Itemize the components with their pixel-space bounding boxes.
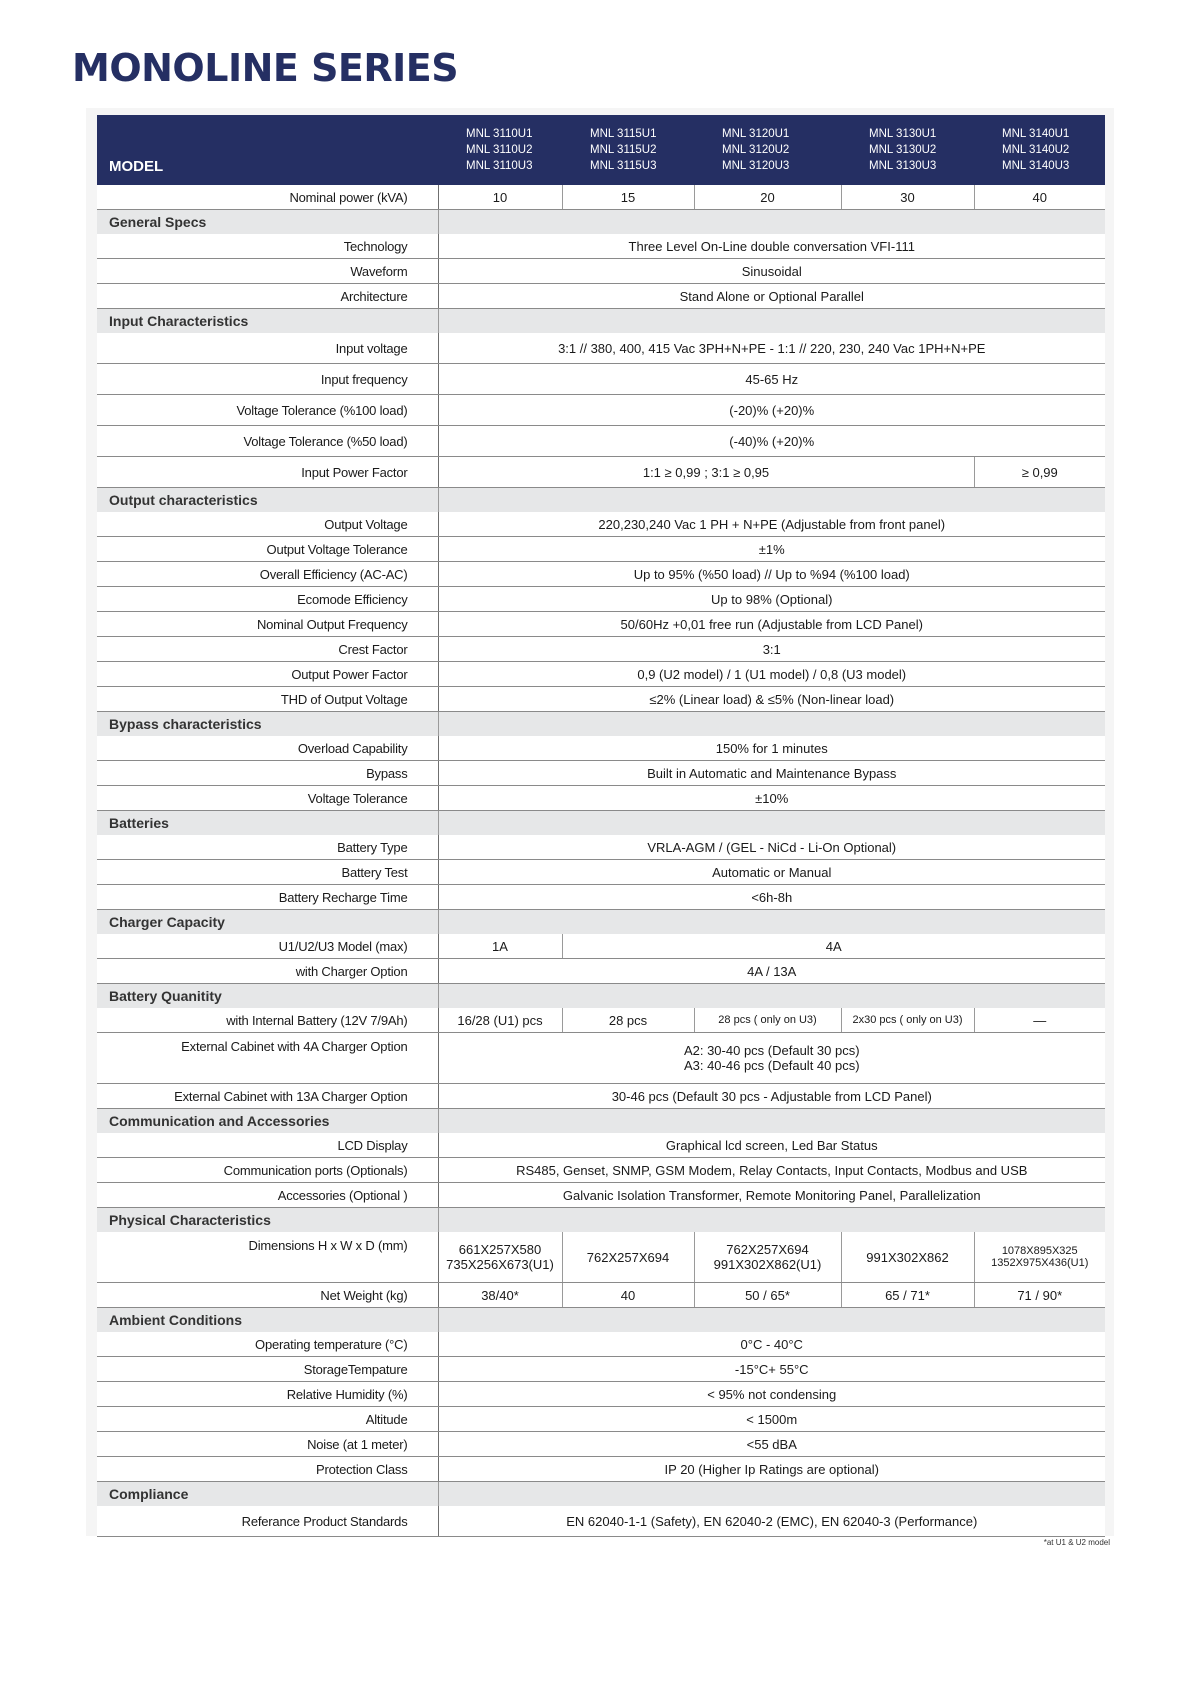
- table-row: [97, 562, 1105, 587]
- table-row: [97, 364, 1105, 395]
- row-label: Battery Recharge Time: [97, 885, 438, 910]
- cell-value: 0,9 (U2 model) / 1 (U1 model) / 0,8 (U3 model): [438, 662, 1105, 687]
- cell-value: 20: [694, 185, 841, 210]
- table-row: [97, 637, 1105, 662]
- model-column-5: MNL 3140U1 MNL 3140U2 MNL 3140U3: [974, 115, 1105, 185]
- cell-value: 991X302X862: [841, 1232, 974, 1283]
- table-row: [97, 1357, 1105, 1382]
- section-heading-row: [97, 910, 1105, 935]
- table-row: [97, 835, 1105, 860]
- section-heading-row: [97, 712, 1105, 737]
- table-row: [97, 537, 1105, 562]
- model-column-1: MNL 3110U1 MNL 3110U2 MNL 3110U3: [438, 115, 562, 185]
- row-label: with Internal Battery (12V 7/9Ah): [97, 1008, 438, 1033]
- cell-value: Sinusoidal: [438, 259, 1105, 284]
- cell-value: 3:1 // 380, 400, 415 Vac 3PH+N+PE - 1:1 // 220, 230, 240 Vac 1PH+N+PE: [438, 333, 1105, 364]
- row-label: Operating temperature (°C): [97, 1332, 438, 1357]
- model-label: MODEL: [97, 115, 438, 185]
- cell-value: -15°C+ 55°C: [438, 1357, 1105, 1382]
- cell-value: 28 pcs ( only on U3): [694, 1008, 841, 1033]
- cell-value: (-20)% (+20)%: [438, 395, 1105, 426]
- section-heading: General Specs: [97, 210, 438, 235]
- row-label: Output Power Factor: [97, 662, 438, 687]
- cell-value: 65 / 71*: [841, 1283, 974, 1308]
- table-row: [97, 885, 1105, 910]
- row-label: U1/U2/U3 Model (max): [97, 934, 438, 959]
- cell-value: 4A / 13A: [438, 959, 1105, 984]
- row-label: Ecomode Efficiency: [97, 587, 438, 612]
- table-row: [97, 662, 1105, 687]
- table-row: [97, 1232, 1105, 1283]
- cell-value: Three Level On-Line double conversation VFI-111: [438, 234, 1105, 259]
- row-label: Net Weight (kg): [97, 1283, 438, 1308]
- row-label: External Cabinet with 13A Charger Option: [97, 1084, 438, 1109]
- table-row: [97, 1407, 1105, 1432]
- cell-value: 50 / 65*: [694, 1283, 841, 1308]
- row-label: Battery Test: [97, 860, 438, 885]
- cell-value: <55 dBA: [438, 1432, 1105, 1457]
- row-label: Overload Capability: [97, 736, 438, 761]
- model-header-row: [97, 115, 1105, 185]
- cell-value: Built in Automatic and Maintenance Bypass: [438, 761, 1105, 786]
- row-label: Referance Product Standards: [97, 1506, 438, 1537]
- section-heading: Compliance: [97, 1482, 438, 1507]
- cell-value: 661X257X580 735X256X673(U1): [438, 1232, 562, 1283]
- table-row: [97, 1008, 1105, 1033]
- row-label: Nominal power (kVA): [97, 185, 438, 210]
- cell-value: 40: [974, 185, 1105, 210]
- table-row: [97, 1432, 1105, 1457]
- cell-value: 762X257X694 991X302X862(U1): [694, 1232, 841, 1283]
- row-label: Altitude: [97, 1407, 438, 1432]
- cell-value: 0°C - 40°C: [438, 1332, 1105, 1357]
- cell-value: ±10%: [438, 786, 1105, 811]
- cell-value: 10: [438, 185, 562, 210]
- cell-value: Up to 95% (%50 load) // Up to %94 (%100 load): [438, 562, 1105, 587]
- section-heading: Input Characteristics: [97, 309, 438, 334]
- row-label: Input Power Factor: [97, 457, 438, 488]
- table-row: [97, 934, 1105, 959]
- table-row: [97, 333, 1105, 364]
- cell-value: 30: [841, 185, 974, 210]
- section-heading: Communication and Accessories: [97, 1109, 438, 1134]
- table-row: [97, 612, 1105, 637]
- row-label: Technology: [97, 234, 438, 259]
- cell-value: 1A: [438, 934, 562, 959]
- section-heading-row: [97, 488, 1105, 513]
- cell-value: 28 pcs: [562, 1008, 694, 1033]
- cell-value: 40: [562, 1283, 694, 1308]
- cell-value: 50/60Hz +0,01 free run (Adjustable from LCD Panel): [438, 612, 1105, 637]
- cell-value: —: [974, 1008, 1105, 1033]
- table-row: [97, 1158, 1105, 1183]
- table-row: [97, 457, 1105, 488]
- section-heading: Battery Quanitity: [97, 984, 438, 1009]
- section-heading-row: [97, 1109, 1105, 1134]
- table-row: [97, 1332, 1105, 1357]
- table-row: [97, 259, 1105, 284]
- cell-value: 2x30 pcs ( only on U3): [841, 1008, 974, 1033]
- row-label: StorageTempature: [97, 1357, 438, 1382]
- table-row: [97, 959, 1105, 984]
- table-row: [97, 786, 1105, 811]
- cell-value: 1:1 ≥ 0,99 ; 3:1 ≥ 0,95: [438, 457, 974, 488]
- table-row: [97, 1033, 1105, 1084]
- cell-value: Galvanic Isolation Transformer, Remote Monitoring Panel, Parallelization: [438, 1183, 1105, 1208]
- section-heading: Bypass characteristics: [97, 712, 438, 737]
- table-row: [97, 185, 1105, 210]
- row-label: Accessories (Optional ): [97, 1183, 438, 1208]
- cell-value: EN 62040-1-1 (Safety), EN 62040-2 (EMC), EN 62040-3 (Performance): [438, 1506, 1105, 1537]
- cell-value: ≤2% (Linear load) & ≤5% (Non-linear load): [438, 687, 1105, 712]
- section-heading: Output characteristics: [97, 488, 438, 513]
- cell-value: Graphical lcd screen, Led Bar Status: [438, 1133, 1105, 1158]
- cell-value: <6h-8h: [438, 885, 1105, 910]
- cell-value: Up to 98% (Optional): [438, 587, 1105, 612]
- section-heading-row: [97, 1482, 1105, 1507]
- table-row: [97, 1084, 1105, 1109]
- section-heading: Batteries: [97, 811, 438, 836]
- table-row: [97, 1133, 1105, 1158]
- row-label: Communication ports (Optionals): [97, 1158, 438, 1183]
- row-label: with Charger Option: [97, 959, 438, 984]
- row-label: Bypass: [97, 761, 438, 786]
- row-label: Relative Humidity (%): [97, 1382, 438, 1407]
- cell-value: VRLA-AGM / (GEL - NiCd - Li-On Optional): [438, 835, 1105, 860]
- row-label: Nominal Output Frequency: [97, 612, 438, 637]
- row-label: Voltage Tolerance (%50 load): [97, 426, 438, 457]
- table-row: [97, 1283, 1105, 1308]
- section-heading: Charger Capacity: [97, 910, 438, 935]
- table-row: [97, 860, 1105, 885]
- cell-value: ±1%: [438, 537, 1105, 562]
- cell-value: 15: [562, 185, 694, 210]
- cell-value: Automatic or Manual: [438, 860, 1105, 885]
- cell-value: 71 / 90*: [974, 1283, 1105, 1308]
- row-label: Protection Class: [97, 1457, 438, 1482]
- row-label: Dimensions H x W x D (mm): [97, 1232, 438, 1283]
- row-label: Voltage Tolerance: [97, 786, 438, 811]
- spec-table: [97, 115, 1105, 1537]
- cell-value: 4A: [562, 934, 1105, 959]
- cell-value: 30-46 pcs (Default 30 pcs - Adjustable from LCD Panel): [438, 1084, 1105, 1109]
- cell-value: < 1500m: [438, 1407, 1105, 1432]
- cell-value: 16/28 (U1) pcs: [438, 1008, 562, 1033]
- table-row: [97, 234, 1105, 259]
- section-heading-row: [97, 1308, 1105, 1333]
- section-heading-row: [97, 984, 1105, 1009]
- section-heading: Physical Characteristics: [97, 1208, 438, 1233]
- row-label: Output Voltage Tolerance: [97, 537, 438, 562]
- cell-value: 3:1: [438, 637, 1105, 662]
- model-column-4: MNL 3130U1 MNL 3130U2 MNL 3130U3: [841, 115, 974, 185]
- row-label: LCD Display: [97, 1133, 438, 1158]
- table-row: [97, 512, 1105, 537]
- table-row: [97, 426, 1105, 457]
- table-row: [97, 587, 1105, 612]
- cell-value: 38/40*: [438, 1283, 562, 1308]
- table-row: [97, 1183, 1105, 1208]
- table-row: [97, 1382, 1105, 1407]
- section-heading-row: [97, 210, 1105, 235]
- cell-value: A2: 30-40 pcs (Default 30 pcs) A3: 40-46 pcs (Default 40 pcs): [438, 1033, 1105, 1084]
- row-label: Architecture: [97, 284, 438, 309]
- cell-value: RS485, Genset, SNMP, GSM Modem, Relay Contacts, Input Contacts, Modbus and USB: [438, 1158, 1105, 1183]
- section-heading-row: [97, 811, 1105, 836]
- row-label: Input voltage: [97, 333, 438, 364]
- cell-value: < 95% not condensing: [438, 1382, 1105, 1407]
- table-row: [97, 736, 1105, 761]
- row-label: Voltage Tolerance (%100 load): [97, 395, 438, 426]
- section-heading-row: [97, 1208, 1105, 1233]
- row-label: External Cabinet with 4A Charger Option: [97, 1033, 438, 1084]
- cell-value: 762X257X694: [562, 1232, 694, 1283]
- table-row: [97, 1506, 1105, 1537]
- section-heading: Ambient Conditions: [97, 1308, 438, 1333]
- cell-value: ≥ 0,99: [974, 457, 1105, 488]
- cell-value: (-40)% (+20)%: [438, 426, 1105, 457]
- row-label: Noise (at 1 meter): [97, 1432, 438, 1457]
- model-column-2: MNL 3115U1 MNL 3115U2 MNL 3115U3: [562, 115, 694, 185]
- row-label: Battery Type: [97, 835, 438, 860]
- row-label: Output Voltage: [97, 512, 438, 537]
- cell-value: Stand Alone or Optional Parallel: [438, 284, 1105, 309]
- table-row: [97, 761, 1105, 786]
- footnote: *at U1 & U2 model: [1043, 1538, 1110, 1547]
- section-heading-row: [97, 309, 1105, 334]
- row-label: Crest Factor: [97, 637, 438, 662]
- table-row: [97, 1457, 1105, 1482]
- cell-value: 220,230,240 Vac 1 PH + N+PE (Adjustable from front panel): [438, 512, 1105, 537]
- cell-value: 45-65 Hz: [438, 364, 1105, 395]
- model-column-3: MNL 3120U1 MNL 3120U2 MNL 3120U3: [694, 115, 841, 185]
- page-title: MONOLINE SERIES: [72, 46, 459, 90]
- table-row: [97, 687, 1105, 712]
- cell-value: 150% for 1 minutes: [438, 736, 1105, 761]
- cell-value: 1078X895X325 1352X975X436(U1): [974, 1232, 1105, 1283]
- cell-value: IP 20 (Higher Ip Ratings are optional): [438, 1457, 1105, 1482]
- row-label: Overall Efficiency (AC-AC): [97, 562, 438, 587]
- table-row: [97, 284, 1105, 309]
- row-label: Waveform: [97, 259, 438, 284]
- row-label: Input frequency: [97, 364, 438, 395]
- table-row: [97, 395, 1105, 426]
- row-label: THD of Output Voltage: [97, 687, 438, 712]
